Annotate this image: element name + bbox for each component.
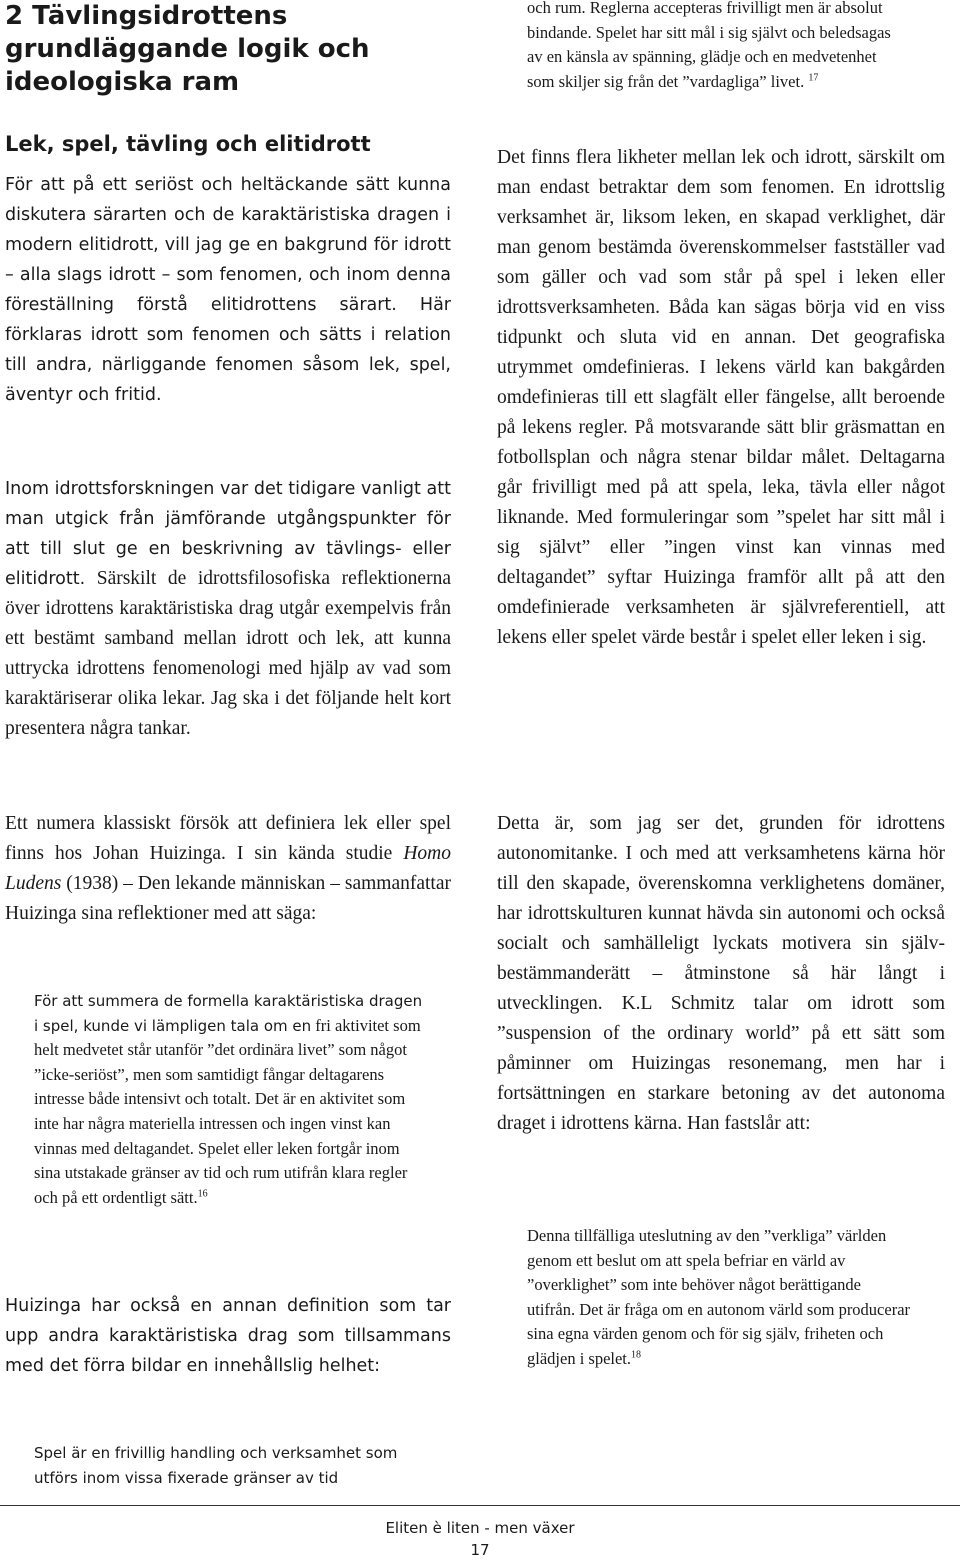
right-blockquote [527,1224,912,1372]
left-blockquote-1-serif: fri aktivitet som helt medvetet står utanför ”det ordinära livet” som något ”icke-seriöst”, men som samtidigt fångar deltagarens intresse både intensivt och totalt. Det är en aktivitet som inte har några materiella intressen och ingen vinst kan vinnas med deltagandet. Spelet eller leken fortgår inom sina utstakade gränser av tid och rum utifrån klara regler och på ett ordentligt sätt. [34,1015,421,1207]
section-heading: Lek, spel, tävling och elitidrott [5,132,371,156]
footer-rule [0,1505,960,1506]
left-paragraph-4: Huizinga har också en annan definition som tar upp andra karaktäristiska drag som tillsammans med det förra bildar en innehållslig helhet: [5,1296,451,1376]
footnote-ref-18: 18 [631,1349,642,1361]
page-number: 17 [470,1541,490,1559]
left-paragraph-1: För att på ett seriöst och heltäckande sätt kunna diskutera särarten och de karaktäristiska dragen i modern elitidrott, vill jag ge en bakgrund för idrott – alla slags idrott – som fenomen, och inom denna föreställning förstå elitidrottens särart. Här förklaras idrott som fenomen och sätts i relation till andra, närliggande fenomen såsom lek, spel, äventyr och fritid. [5,175,451,405]
right-blockquote-continued-text: och rum. Reglerna accepteras frivilligt men är absolut bindande. Spelet har sitt mål i sig självt och beledsagas av en känsla av spänning, glädje och en medvetenhet som skiljer sig från det ”vardagliga” livet. [527,0,891,91]
left-paragraph-3-a: Ett numera klassiskt försök att definiera lek eller spel finns hos Johan Huizinga. I sin kända studie [5,813,451,864]
right-paragraph-2: Detta är, som jag ser det, grunden för idrottens autonomitanke. I och med att verksamhetens kärna hör till den skapade, överenskomna verklighetens domäner, har idrottskulturen kunnat hävda sin autonomi och också socialt och samhälleligt lyckats motivera sin självbestämmanderätt – åtminstone så här långt i utvecklingen. K.L Schmitz talar om idrott som ”suspension of the ordinary world” på ett sätt som påminner om Huizingas resonemang, men har i fortsättningen en starkare betoning av det autonoma draget i idrottens kärna. Han fastslår att: [497,813,945,1134]
left-paragraph-2-serif: Särskilt de idrottsfilosofiska reflektionerna över idrottens karaktäristiska drag utgår exempelvis från ett bestämt samband mellan idrott och lek, att kunna uttrycka idrottens fenomenologi med hjälp av vad som karaktäriserar olika lekar. Jag ska i det följande helt kort presentera några tankar. [5,568,451,739]
left-paragraph-2 [5,474,451,744]
footnote-ref-17: 17 [808,72,819,84]
left-paragraph-3-b: (1938) – Den lekande människan – sammanfattar Huizinga sina reflektioner med att säga: [5,873,451,924]
footnote-ref-16: 16 [197,1188,208,1200]
right-paragraph-1: Det finns flera likheter mellan lek och idrott, särskilt om man endast betraktar dem som fenomen. En idrottslig verksamhet är, liksom leken, en skapad verklighet, där man genom bestämda överenskommelser fastställer vad som gäller och vad som står på spel i leken eller idrottsverksamheten. Båda kan sägas börja vid en viss tidpunkt och sluta vid en annan. Det geografiska utrymmet omdefinieras. I lekens värld kan bakgården omdefinieras till ett slagfält eller fängelse, allt beroende på lekens regler. På motsvarande sätt blir gräsmattan en fotbollsplan och några stenar bildar målet. Deltagarna går frivilligt med på att spela, leka, tävla eller något liknande. Med formuleringar som ”spelet har sitt mål i sig självt” eller ”ingen vinst kan vinnas med deltagandet” syftar Huizinga framför allt på att den omdefinierade verksamheten är självreferentiell, att lekens eller spelet värde består i spelet eller leken i sig. [497,147,945,648]
chapter-title: 2 Tävlingsidrottens grundläggande logik och ideologiska ram [5,1,370,97]
left-paragraph-3 [5,809,451,929]
left-paragraph-2-sans: Inom idrottsforskningen var det tidigare vanligt att man utgick från jämförande utgångspunkter för att till slut ge en beskrivning av tävlings- eller elitidrott. [5,479,451,589]
right-blockquote-continued [527,0,907,94]
footer-title: Eliten è liten - men växer [385,1519,575,1537]
right-blockquote-text: Denna tillfälliga uteslutning av den ”verkliga” världen genom ett beslut om att spela befriar en värld av ”overklighet” som inte behöver något berättigande utifrån. Det är fråga om en autonom värld som producerar sina egna värden genom och för sig själv, friheten och glädjen i spelet. [527,1226,911,1368]
left-blockquote-1-sans: För att summera de formella karaktäristiska dragen i spel, kunde vi lämpligen tala om en [34,992,423,1035]
left-blockquote-1 [34,989,426,1210]
book-title: Homo Ludens [5,843,451,894]
left-blockquote-2: Spel är en frivillig handling och verksamhet som utförs inom vissa fixerade gränser av tid [34,1444,398,1487]
